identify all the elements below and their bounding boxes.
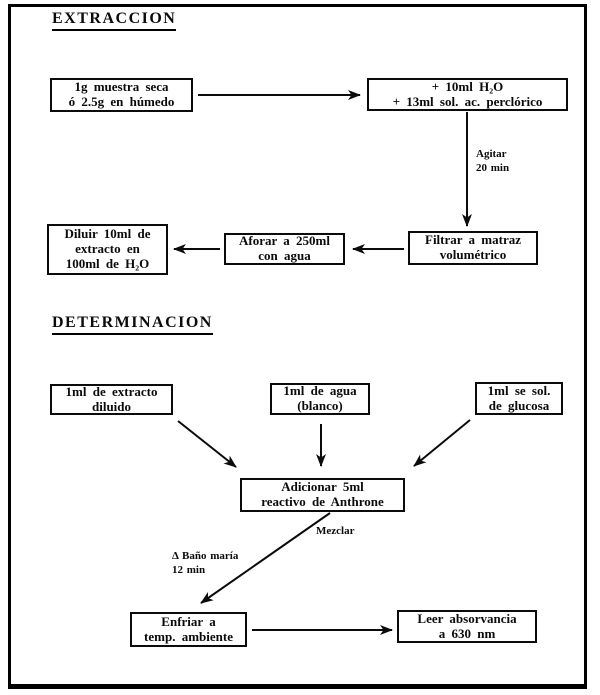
node-reagents-line2: + 13ml sol. ac. perclórico <box>392 93 543 109</box>
node-glucose-line2: de glucosa <box>488 397 550 413</box>
node-blank <box>270 383 370 415</box>
label-mix: Mezclar <box>316 525 355 537</box>
section-title-determination: DETERMINACION <box>52 314 213 335</box>
node-blank-line1: 1ml de agua <box>283 383 357 399</box>
node-filter <box>408 231 538 265</box>
node-sample-line2: ó 2.5g en húmedo <box>68 94 175 109</box>
label-agitate-line2: 20 min <box>476 162 510 175</box>
node-glucose <box>475 382 563 415</box>
label-water-bath-line2: 12 min <box>172 564 206 577</box>
node-read-line1: Leer absorvancia <box>417 610 517 626</box>
node-filter-line1: Filtrar a matraz <box>425 232 521 248</box>
label-agitate-line1: Agitar <box>476 148 507 160</box>
node-dilute <box>47 224 168 275</box>
node-extract-line1: 1ml de extracto <box>65 383 158 399</box>
node-anthrone-line2: reactivo de Anthrone <box>261 494 384 509</box>
node-filter-line2: volumétrico <box>439 247 507 262</box>
node-cool-line2: temp. ambiente <box>144 628 233 644</box>
node-aforar-line2: con agua <box>258 248 311 263</box>
node-anthrone <box>240 478 405 512</box>
node-dilute-line1: Diluir 10ml de <box>64 226 151 242</box>
label-water-bath-line1: Δ Baño maría <box>172 550 239 562</box>
label-water-bath <box>172 549 238 578</box>
node-glucose-line1: 1ml se sol. <box>487 382 551 398</box>
node-dilute-line2: extracto en <box>75 241 140 257</box>
node-extract-line2: diluido <box>91 398 132 414</box>
node-reagents-line1: + 10ml H₂O <box>431 78 504 94</box>
node-cool <box>130 612 247 647</box>
node-sample <box>50 78 193 112</box>
node-read-line2: a 630 nm <box>438 625 496 641</box>
node-reagents <box>367 78 568 111</box>
label-agitate <box>476 147 509 176</box>
node-aforar-line1: Aforar a 250ml <box>239 233 330 249</box>
node-blank-line2: (blanco) <box>297 398 343 413</box>
node-read <box>397 610 537 643</box>
node-extract <box>50 384 173 415</box>
node-dilute-line3: 100ml de H₂O <box>65 255 150 271</box>
node-cool-line1: Enfriar a <box>161 613 216 629</box>
node-sample-line1: 1g muestra seca <box>74 79 169 95</box>
node-anthrone-line1: Adicionar 5ml <box>281 479 364 495</box>
node-aforar <box>224 233 345 265</box>
section-title-extraction: EXTRACCION <box>52 10 176 31</box>
